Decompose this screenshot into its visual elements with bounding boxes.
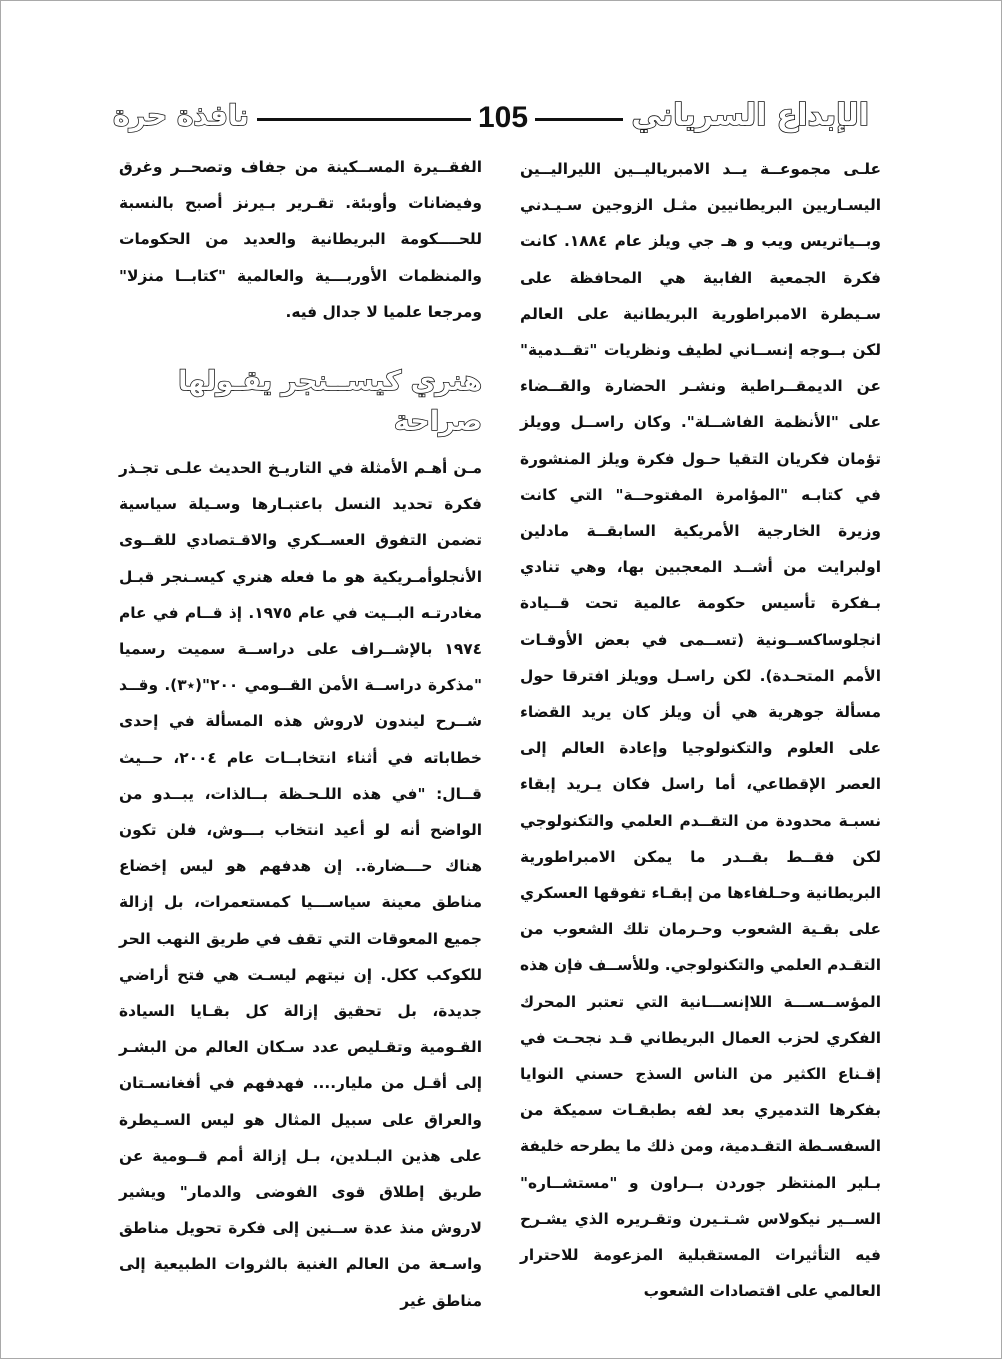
magazine-title: الإبداع السرياني [623,97,877,135]
page-header [1,1,1002,141]
left-column-intro-paragraph: الفقــيرة المســكينة من جفاف وتصحــر وغرق وفيضانات وأوبئة. تقـرير بـيرنز أصبح بالنسبة للحــــكومة البريطانية والعديد من الحكومات والمنظمات الأوربـــية والعالمية "كتابــا منزلا" ومرجعا علميا لا جدال فيه. [119,158,482,321]
article-heading: هنري كيســنجر يقـولها صراحة [178,366,482,438]
right-column [520,151,881,1310]
right-column-text: علـى مجموعــة يــد الامبرياليــين الليراليــين اليسـاريين البريطانيين مثـل الزوجين سـيـدني وبــياتريس ويب و هـ جي ويلز عام ١٨٨٤. كانت فكرة الجمعية الفابية هي المحافظة على سـيطرة الامبراطورية البريطانية على العالم لكن بــوجه إنســاني لطيف ونظريات "تقــدمية" عن الديمقــراطية ونشـر الحضارة والقــضاء على "الأنظمة الفاشــلة". وكان راســل وويلز تؤمان فكريان التقيا حـول فكرة ويلز المنشورة في كتابـه "المؤامرة المفتوحــة" التي كانت وزيرة الخارجية الأمريكية السابقــة مادلين اولبرايت من أشــد المعجبين بها، وهي تنادي بـفكرة تأسيس حكومة عالمية تحت قــيادة انجلوساكســونية (تســمى في بعض الأوقـات الأمم المتحـدة). لكن راسـل وويلز افترقا حول مسألة جوهرية هي أن ويلز كان يريد القضاء على العلوم والتكنولوجيا وإعادة العالم إلى العصر الإقطاعي، أما راسل فكان يـريد إبقاء نسبـة محدودة من التقــدم العلمي والتكنولوجي لكن فقــط بقــدر ما يمكن الامبراطورية البريطانية وحـلفاءها من إبقـاء تفوقها العسكري على بقـية الشعوب وحـرمان تلك الشعوب من التقـدم العلمي والتكنولوجي. وللأســف فإن هذه المؤســســـة اللاإنســـانية التي تعتبر المحرك الفكري لحزب العمال البريطاني قـد نجحـت في إقـناع الكثير من الناس السذج حسني النوايا بفكرها التدميري بعد لفه بطبقـات سميكة من السفسـطة التقـدمية، ومن ذلك ما يطرحه خليفة بـلير المنتظر جوردن بــراون و "مستشــاره" الســير نيكولاس شـتـيرن وتقـريره الذي يشـرح فيه التأثيرات المستقبلية المزعومة للاحترار العالمي على اقتصادات الشعوب [520,160,881,1301]
left-column-body-paragraph: مـن أهـم الأمثلة في التاريـخ الحديث علـى تجـذر فكرة تحديد النسل باعتبـارها وسـيلة سياسية تضمن التفوق العســكري والاقـتصادي للقــوى الأنجلوأمـريكية هو ما فعله هنري كيسـنجر قبـل مغادرتـه البــيت في عام ١٩٧٥. إذ قــام في عام ١٩٧٤ بالإشــراف على دراســة سميت رسميا "مذكرة دراســة الأمن القــومي ٢٠٠"(٭٣). وقــد شــرح ليندون لاروش هذه المسألة في إحدى خطاباته في أثناء انتخابــات عام ٢٠٠٤، حــيث قــال: "في هذه اللـحـظة بــالذات، يبــدو من الواضح أنه لو أعيد انتخاب بـــوش، فلن تكون هناك حـــضارة.. إن هدفهم هو ليس إخضاع مناطق معينة سياســـيا كمستعمرات، بل إزالة جميع المعوقات التي تقف في طريق النهب الحر للكوكب ككل. إن نيتهم ليسـت هي فتح أراضي جديدة، بل تحقيق إزالة كل بقـايا السيادة القـومية وتقـليص عدد سـكان العالم من البشـر إلى أقـل من مليار.... فهدفهم في أفغانسـتان والعراق على سبيل المثال هو ليس السـيطرة على هذين البـلدين، بـل إزالة أمم قــومية عن طريق إطلاق قوى الفوضى والدمار" ويشير لاروش منذ عدة ســنين إلى فكرة تحويل مناطق واسـعة من العالم الغنية بالثروات الطبيعية إلى مناطق غير [119,459,483,1310]
section-title: نافذة حرة [105,97,257,135]
page-number: 105 [471,101,535,135]
left-column [119,149,482,1319]
